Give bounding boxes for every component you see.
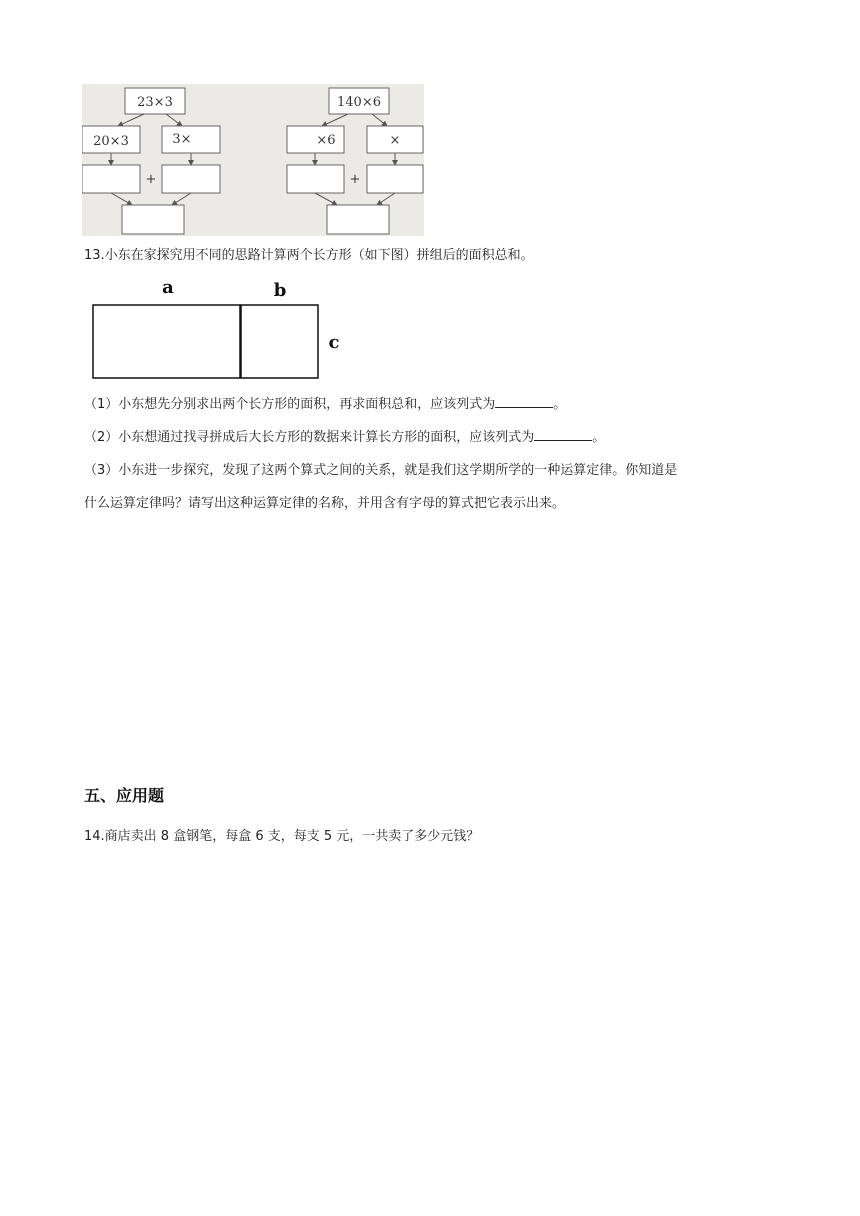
box-mid-right-2-text: × bbox=[389, 133, 401, 148]
label-c: c bbox=[328, 332, 340, 353]
box-mid-left-2-text: 3× bbox=[172, 132, 192, 147]
label-a: a bbox=[162, 277, 174, 298]
answer-blank-2[interactable] bbox=[534, 428, 592, 441]
box-low-left-1 bbox=[82, 165, 140, 193]
question-14-prompt: 14.商店卖出 8 盒钢笔，每盒 6 支，每支 5 元，一共卖了多少元钱？ bbox=[84, 829, 480, 844]
box-low-right-1 bbox=[287, 165, 344, 193]
calculation-flow-diagram bbox=[82, 84, 424, 236]
rectangles-figure bbox=[88, 276, 348, 386]
part-2-text: （2）小东想通过找寻拼成后大长方形的数据来计算长方形的面积，应该列式为 bbox=[84, 430, 535, 445]
box-top-left-text: 23×3 bbox=[137, 95, 173, 110]
part-2-end: 。 bbox=[592, 430, 606, 445]
box-top-right-text: 140×6 bbox=[337, 95, 381, 110]
part-1-end: 。 bbox=[553, 397, 567, 412]
label-b: b bbox=[273, 280, 287, 301]
box-result-left bbox=[122, 205, 184, 234]
question-13-part-2 bbox=[84, 428, 605, 448]
box-low-left-2 bbox=[162, 165, 220, 193]
question-13-prompt: 13.小东在家探究用不同的思路计算两个长方形（如下图）拼组后的面积总和。 bbox=[84, 248, 534, 263]
box-result-right bbox=[327, 205, 389, 234]
left-flow-group bbox=[82, 88, 220, 234]
box-mid-right-1-text: ×6 bbox=[316, 133, 336, 148]
right-flow-group bbox=[287, 88, 423, 234]
box-low-right-2 bbox=[367, 165, 423, 193]
rectangle-b bbox=[241, 305, 318, 378]
section-5-title: 五、应用题 bbox=[84, 786, 165, 805]
question-13-part-3-line-1: （3）小东进一步探究，发现了这两个算式之间的关系，就是我们这学期所学的一种运算定律。你知道是 bbox=[84, 463, 678, 478]
question-13-part-1 bbox=[84, 395, 566, 415]
rectangle-a bbox=[93, 305, 240, 378]
part-1-text: （1）小东想先分别求出两个长方形的面积，再求面积总和，应该列式为 bbox=[84, 397, 496, 412]
box-mid-left-1-text: 20×3 bbox=[93, 134, 129, 149]
answer-blank-1[interactable] bbox=[495, 395, 553, 408]
plus-sign-left: + bbox=[145, 172, 157, 187]
plus-sign-right: + bbox=[349, 172, 361, 187]
question-13-part-3-line-2: 什么运算定律吗？请写出这种运算定律的名称，并用含有字母的算式把它表示出来。 bbox=[84, 496, 566, 511]
